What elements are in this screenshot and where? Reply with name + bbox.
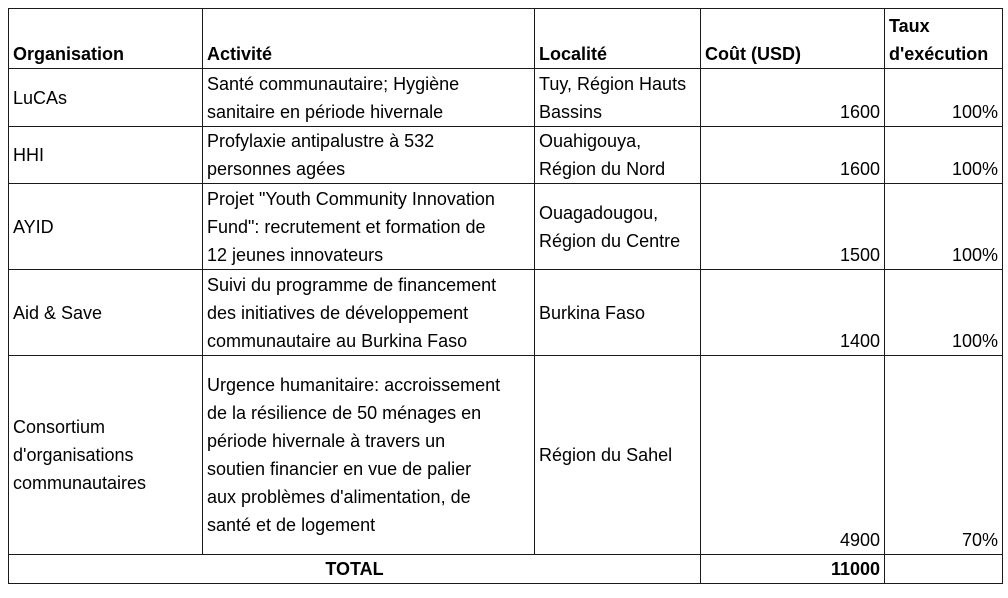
cell-cout: 1600 xyxy=(701,127,885,184)
header-cout: Coût (USD) xyxy=(701,9,885,69)
header-localite: Localité xyxy=(535,9,701,69)
cell-taux: 70% xyxy=(885,356,1003,555)
cell-organisation: Aid & Save xyxy=(9,270,203,356)
cell-taux: 100% xyxy=(885,270,1003,356)
cell-taux: 100% xyxy=(885,69,1003,127)
cell-taux: 100% xyxy=(885,184,1003,270)
cell-activite: Santé communautaire; Hygiène sanitaire en période hivernale xyxy=(203,69,535,127)
budget-table xyxy=(8,8,1003,584)
total-value: 11000 xyxy=(701,555,885,584)
header-taux: Taux d'exécution xyxy=(885,9,1003,69)
cell-organisation: LuCAs xyxy=(9,69,203,127)
cell-localite: Région du Sahel xyxy=(535,356,701,555)
cell-organisation: Consortium d'organisations communautaires xyxy=(9,356,203,555)
total-empty-cell xyxy=(885,555,1003,584)
table-row xyxy=(9,356,1003,555)
cell-localite: Tuy, Région Hauts Bassins xyxy=(535,69,701,127)
cell-cout: 1500 xyxy=(701,184,885,270)
table-row xyxy=(9,184,1003,270)
table-row xyxy=(9,127,1003,184)
header-activite: Activité xyxy=(203,9,535,69)
table-row xyxy=(9,270,1003,356)
cell-activite: Profylaxie antipalustre à 532 personnes agées xyxy=(203,127,535,184)
cell-taux: 100% xyxy=(885,127,1003,184)
cell-organisation: HHI xyxy=(9,127,203,184)
cell-localite: Ouahigouya, Région du Nord xyxy=(535,127,701,184)
cell-cout: 1600 xyxy=(701,69,885,127)
cell-activite: Projet "Youth Community Innovation Fund": recrutement et formation de 12 jeunes innovateurs xyxy=(203,184,535,270)
cell-localite: Burkina Faso xyxy=(535,270,701,356)
cell-activite: Urgence humanitaire: accroissement de la résilience de 50 ménages en période hivernale à travers un soutien financier en vue de palier aux problèmes d'alimentation, de santé et de logement xyxy=(203,356,535,555)
total-label: TOTAL xyxy=(9,555,701,584)
cell-cout: 4900 xyxy=(701,356,885,555)
table-row xyxy=(9,69,1003,127)
header-organisation: Organisation xyxy=(9,9,203,69)
cell-cout: 1400 xyxy=(701,270,885,356)
header-row xyxy=(9,9,1003,69)
cell-localite: Ouagadougou, Région du Centre xyxy=(535,184,701,270)
cell-organisation: AYID xyxy=(9,184,203,270)
total-row xyxy=(9,555,1003,584)
cell-activite: Suivi du programme de financement des initiatives de développement communautaire au Burkina Faso xyxy=(203,270,535,356)
